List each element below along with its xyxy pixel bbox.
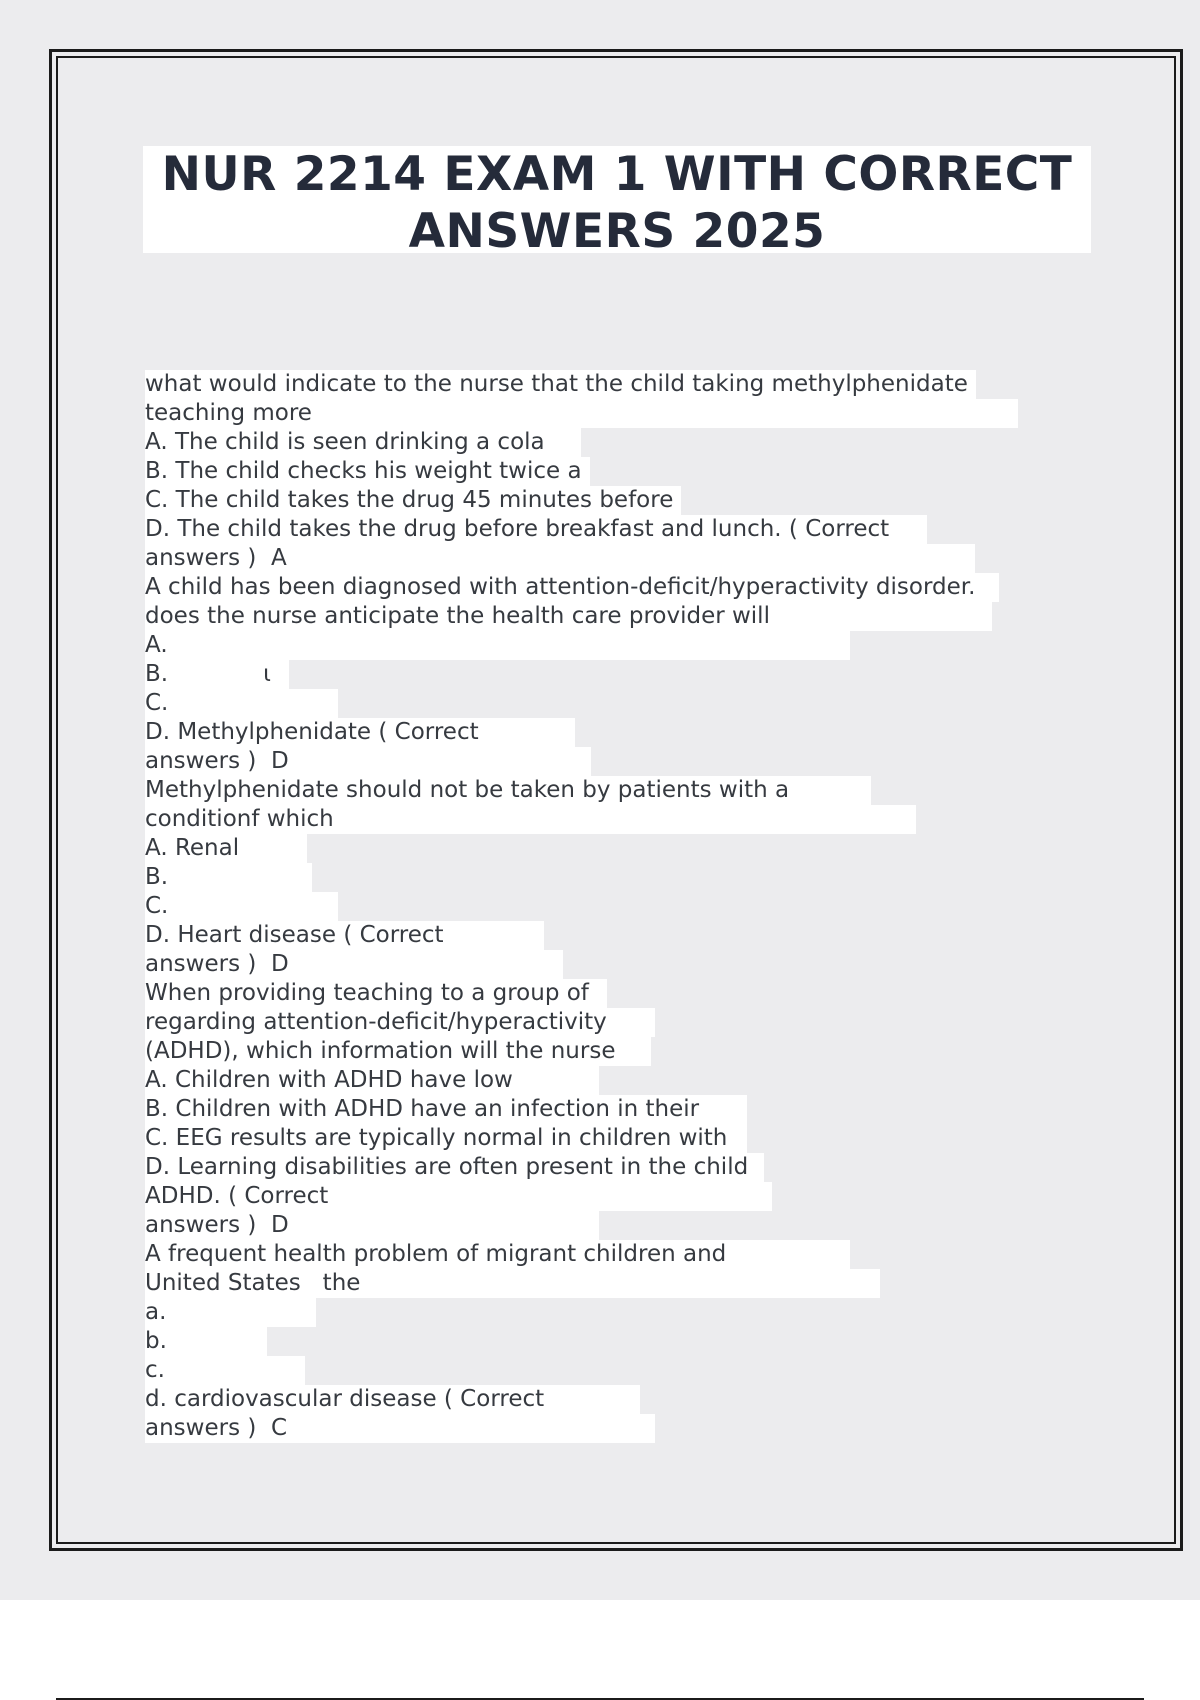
text-line: answers ) D xyxy=(145,747,591,776)
text-line: does the nurse anticipate the health care provider will xyxy=(145,602,992,631)
text-line: D. Methylphenidate ( Correct xyxy=(145,718,575,747)
exam-content xyxy=(145,370,1145,1443)
text-line: A child has been diagnosed with attention-deficit/hyperactivity disorder. xyxy=(145,573,999,602)
text-line: C. xyxy=(145,892,338,921)
text-line: answers ) D xyxy=(145,1211,599,1240)
text-line: A frequent health problem of migrant children and xyxy=(145,1240,850,1269)
text-line: B. Children with ADHD have an infection in their xyxy=(145,1095,747,1124)
text-line: United States the xyxy=(145,1269,880,1298)
text-line: D. Learning disabilities are often present in the child xyxy=(145,1153,764,1182)
text-line: (ADHD), which information will the nurse xyxy=(145,1037,651,1066)
text-line: A. Renal xyxy=(145,834,307,863)
text-line: conditionf which xyxy=(145,805,916,834)
text-line: b. xyxy=(145,1327,267,1356)
text-line: answers ) D xyxy=(145,950,563,979)
text-line: d. cardiovascular disease ( Correct xyxy=(145,1385,640,1414)
text-line: answers ) A xyxy=(145,544,975,573)
text-line: A. The child is seen drinking a cola xyxy=(145,428,581,457)
text-line: C. EEG results are typically normal in children with xyxy=(145,1124,747,1153)
text-line: C. xyxy=(145,689,338,718)
text-line: ADHD. ( Correct xyxy=(145,1182,772,1211)
text-line: B. ɩ xyxy=(145,660,289,689)
text-line: Methylphenidate should not be taken by patients with a xyxy=(145,776,871,805)
text-line: When providing teaching to a group of xyxy=(145,979,607,1008)
text-line: A. xyxy=(145,631,850,660)
text-line: A. Children with ADHD have low xyxy=(145,1066,599,1095)
text-line: B. The child checks his weight twice a xyxy=(145,457,590,486)
text-line: a. xyxy=(145,1298,316,1327)
text-line: regarding attention-deficit/hyperactivity xyxy=(145,1008,655,1037)
document-title: NUR 2214 EXAM 1 WITH CORRECT ANSWERS 2025 xyxy=(161,147,1073,259)
text-line: D. Heart disease ( Correct xyxy=(145,921,544,950)
text-line: D. The child takes the drug before breakfast and lunch. ( Correct xyxy=(145,515,927,544)
text-line: teaching more xyxy=(145,399,1018,428)
text-line: C. The child takes the drug 45 minutes before xyxy=(145,486,681,515)
text-line: what would indicate to the nurse that the child taking methylphenidate xyxy=(145,370,976,399)
title-box xyxy=(143,146,1091,259)
text-line: c. xyxy=(145,1356,305,1385)
text-line: answers ) C xyxy=(145,1414,655,1443)
text-line: B. xyxy=(145,863,312,892)
